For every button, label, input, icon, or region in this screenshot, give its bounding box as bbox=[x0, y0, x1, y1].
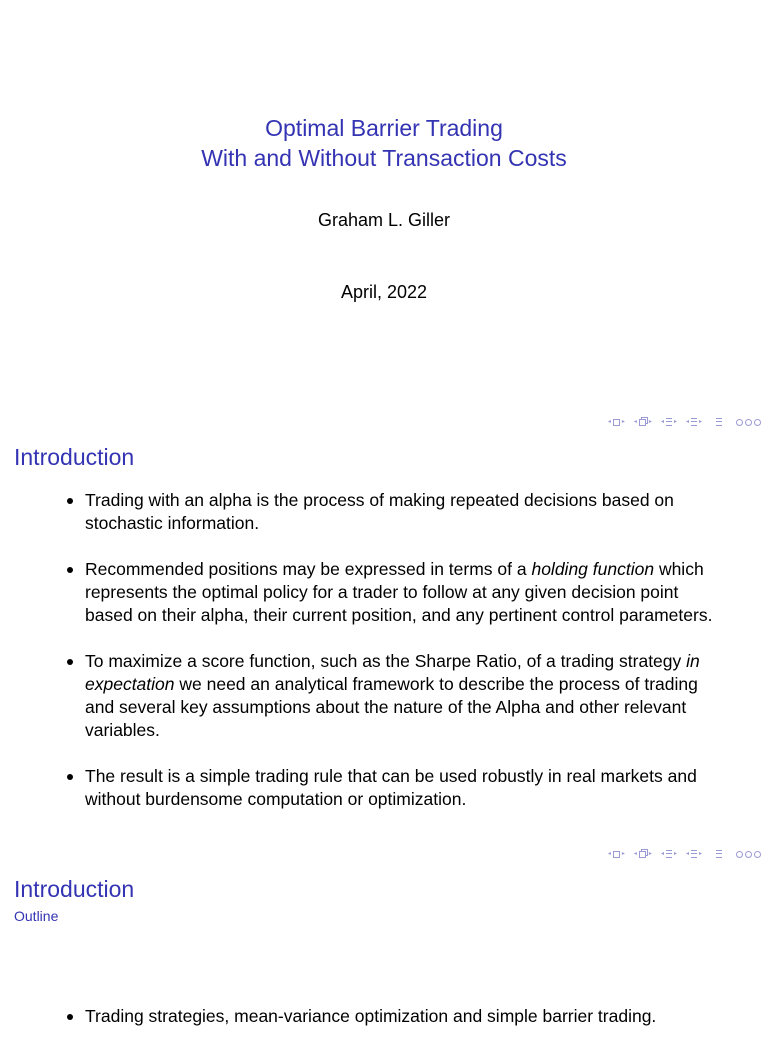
beamer-navigation-bar bbox=[607, 416, 762, 428]
list-item bbox=[66, 765, 726, 811]
bullet-text-part: To maximize a score function, such as the Sharpe Ratio, of a trading strategy bbox=[85, 651, 687, 671]
bullet-text: The result is a simple trading rule that can be used robustly in real markets and without burdensome computation or optimization. bbox=[85, 766, 697, 809]
list-item bbox=[66, 489, 726, 535]
slide-subtitle: Outline bbox=[14, 908, 59, 924]
bullet-text-part: which represents the optimal policy for a trader to follow at any given decision point based on their alpha, their current position, and any pertinent control parameters. bbox=[85, 559, 713, 625]
presentation-title-line1: Optimal Barrier Trading bbox=[265, 115, 503, 141]
beamer-navigation-bar bbox=[607, 848, 762, 860]
presentation-title-line2: With and Without Transaction Costs bbox=[201, 145, 567, 171]
list-item bbox=[66, 558, 726, 627]
frame-prev-next-icon[interactable]: ◂ ▸ bbox=[607, 850, 625, 857]
slide-title: Introduction bbox=[14, 444, 135, 470]
date: April, 2022 bbox=[340, 282, 428, 302]
document-prev-next-icon[interactable]: ◂ ▸ bbox=[685, 418, 702, 425]
author: Graham L. Giller bbox=[317, 210, 451, 230]
bullet-text: Trading with an alpha is the process of making repeated decisions based on stochastic information. bbox=[85, 490, 674, 533]
appendix-icon[interactable] bbox=[715, 418, 723, 426]
subsection-prev-next-icon[interactable]: ◂ ▸ bbox=[633, 418, 652, 425]
search-back-forward-icon[interactable] bbox=[735, 419, 762, 426]
bullet-list bbox=[66, 489, 726, 834]
bullet-icon bbox=[67, 498, 73, 504]
bullet-icon bbox=[67, 659, 73, 665]
subsection-prev-next-icon[interactable]: ◂ ▸ bbox=[633, 850, 652, 857]
bullet-icon bbox=[67, 567, 73, 573]
bullet-list bbox=[66, 1005, 726, 1051]
bullet-text-part: Recommended positions may be expressed in terms of a bbox=[85, 559, 532, 579]
appendix-icon[interactable] bbox=[715, 850, 723, 858]
list-item bbox=[66, 1005, 726, 1028]
slide-title: Introduction bbox=[14, 876, 135, 902]
bullet-icon bbox=[67, 774, 73, 780]
document-prev-next-icon[interactable]: ◂ ▸ bbox=[685, 850, 702, 857]
bullet-text: Trading strategies, mean-variance optimization and simple barrier trading. bbox=[85, 1006, 657, 1026]
emphasized-term: in expectation bbox=[85, 651, 700, 694]
bullet-icon bbox=[67, 1014, 73, 1020]
section-prev-next-icon[interactable]: ◂ ▸ bbox=[660, 418, 677, 425]
list-item bbox=[66, 650, 726, 742]
frame-prev-next-icon[interactable]: ◂ ▸ bbox=[607, 418, 625, 425]
section-prev-next-icon[interactable]: ◂ ▸ bbox=[660, 850, 677, 857]
search-back-forward-icon[interactable] bbox=[735, 851, 762, 858]
emphasized-term: holding function bbox=[531, 559, 655, 579]
bullet-text-part: we need an analytical framework to describe the process of trading and several key assumptions about the nature of the Alpha and other relevant variables. bbox=[85, 674, 698, 740]
